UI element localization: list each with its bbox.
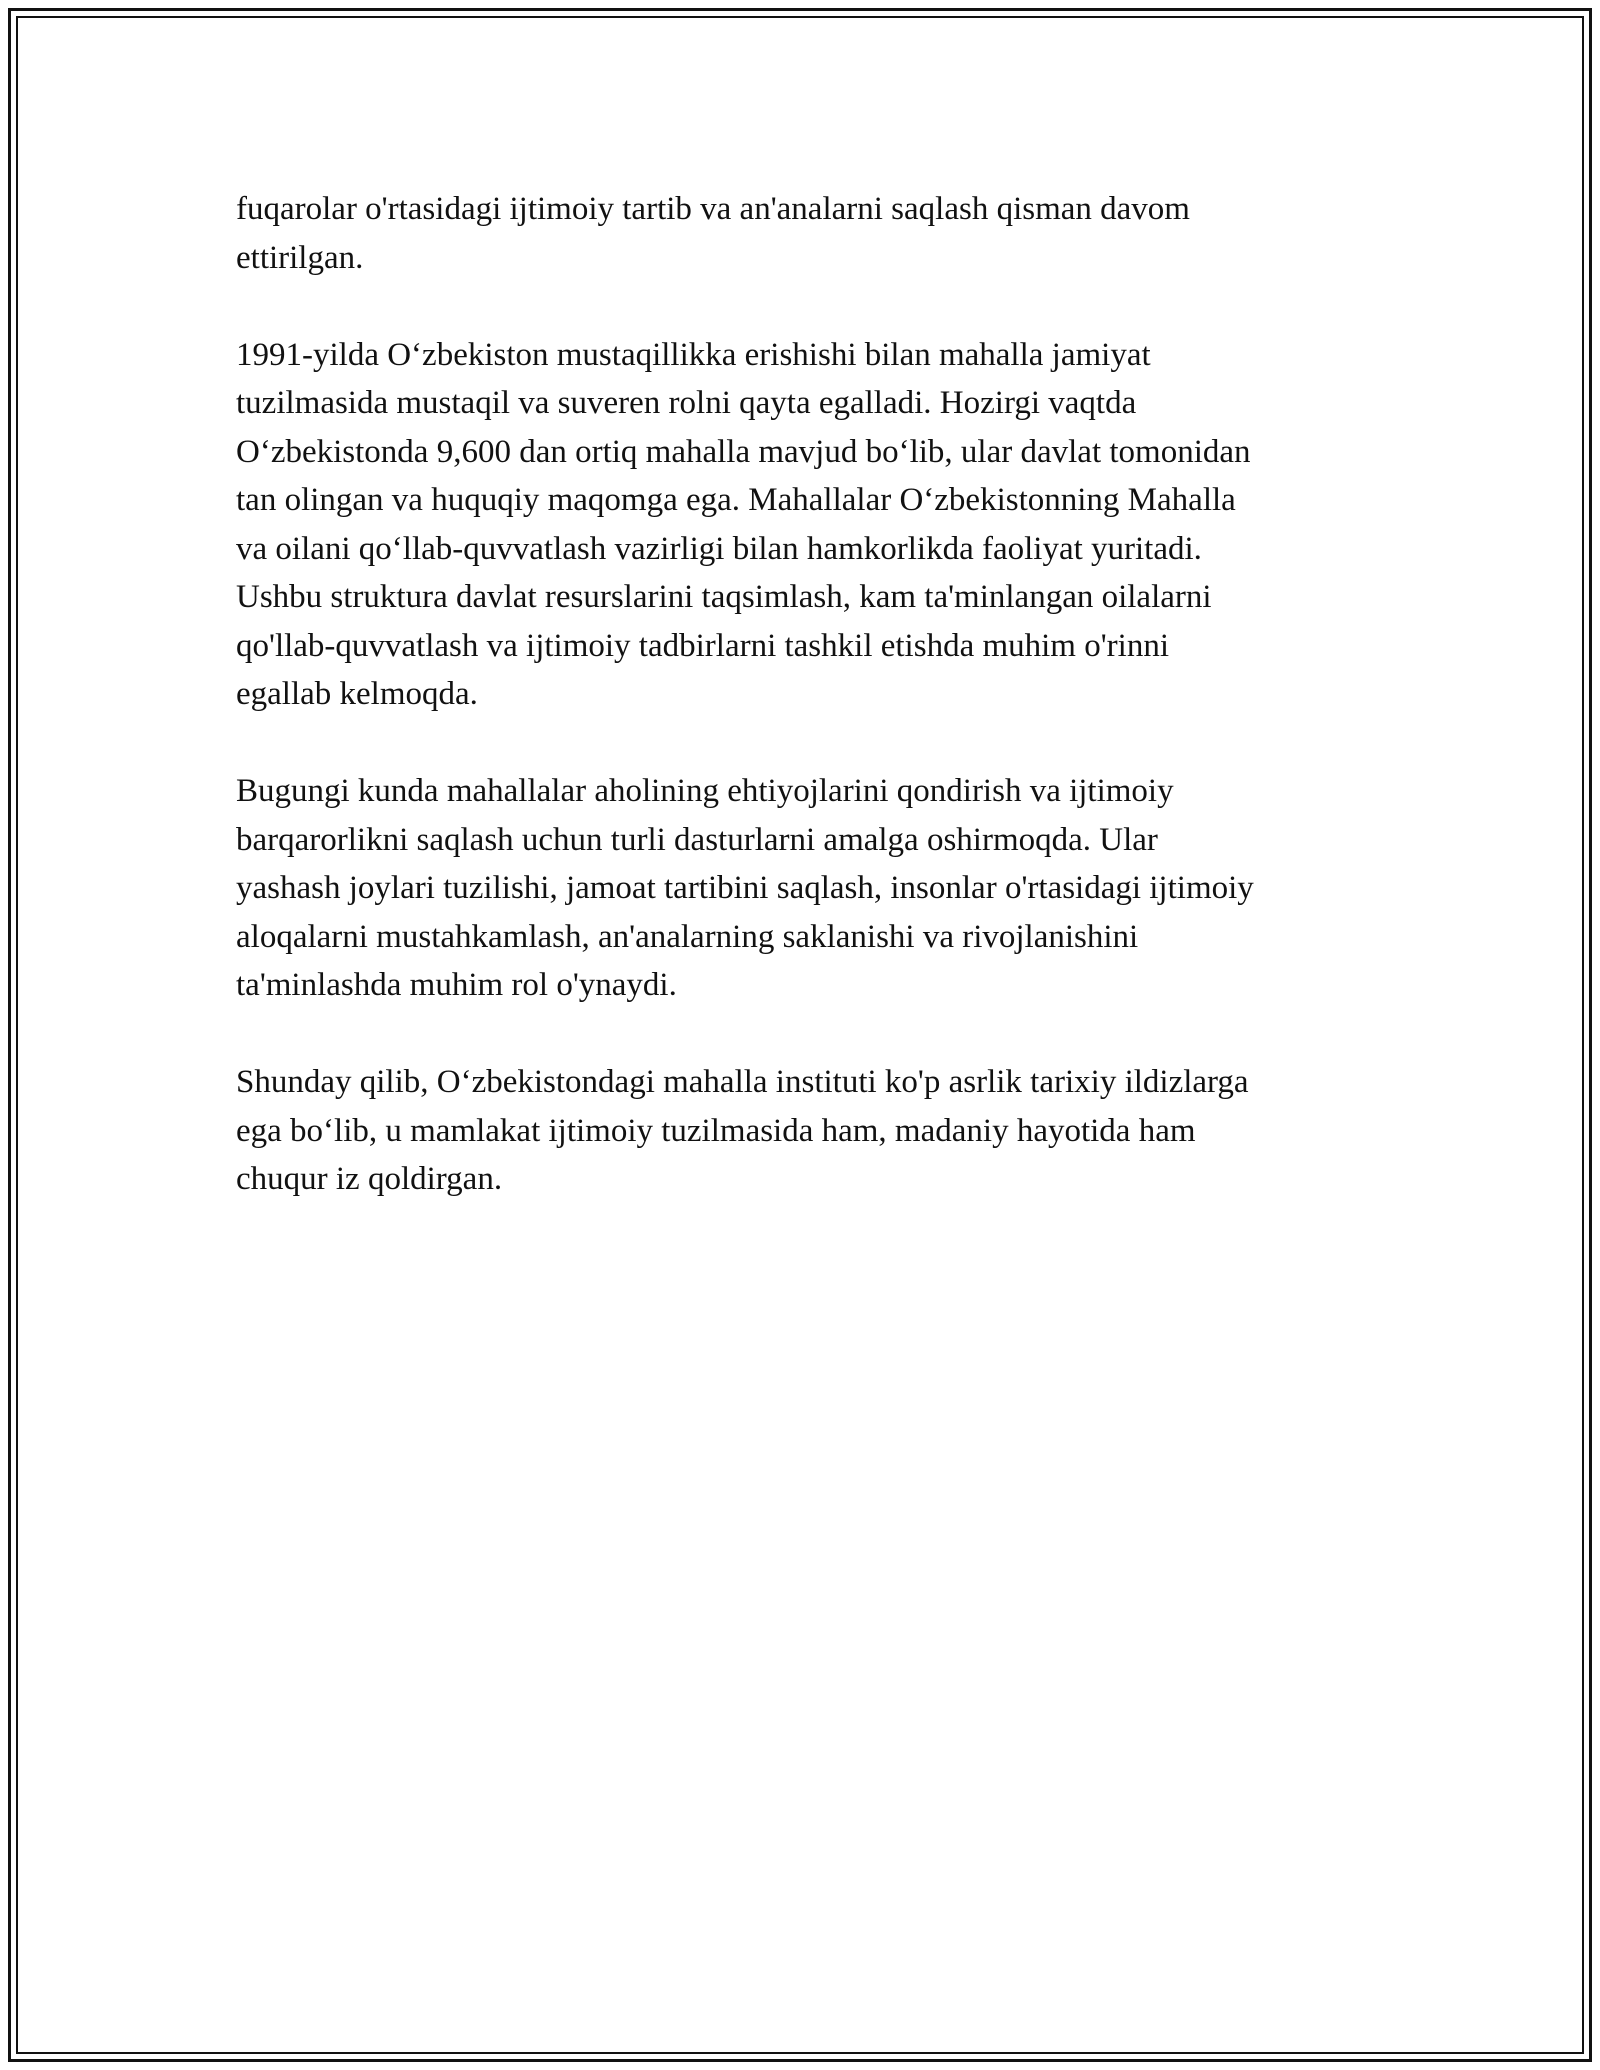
- document-body: [236, 185, 1396, 1252]
- paragraph: 1991-yilda O‘zbekiston mustaqillikka erishishi bilan mahalla jamiyat tuzilmasida mustaqil va suveren rolni qayta egalladi. Hozirgi vaqtda O‘zbekistonda 9,600 dan ortiq mahalla mavjud bo‘lib, ular davlat tomonidan tan olingan va huquqiy maqomga ega. Mahallalar O‘zbekistonning Mahalla va oilani qo‘llab-quvvatlash vazirligi bilan hamkorlikda faoliyat yuritadi. Ushbu struktura davlat resurslarini taqsimlash, kam ta'minlangan oilalarni qo'llab-quvvatlash va ijtimoiy tadbirlarni tashkil etishda muhim o'rinni egallab kelmoqda.: [236, 336, 1251, 712]
- paragraph: Bugungi kunda mahallalar aholining ehtiyojlarini qondirish va ijtimoiy barqarorlikni saqlash uchun turli dasturlarni amalga oshirmoqda. Ular yashash joylari tuzilishi, jamoat tartibini saqlash, insonlar o'rtasidagi ijtimoiy aloqalarni mustahkamlash, an'analarning saklanishi va rivojlanishini ta'minlashda muhim rol o'ynaydi.: [236, 773, 1254, 1003]
- paragraph: Shunday qilib, O‘zbekistondagi mahalla instituti ko'p asrlik tarixiy ildizlarga ega bo‘lib, u mamlakat ijtimoiy tuzilmasida ham, madaniy hayotida ham chuqur iz qoldirgan.: [236, 1064, 1249, 1197]
- paragraph: fuqarolar o'rtasidagi ijtimoiy tartib va an'analarni saqlash qisman davom ettirilgan.: [236, 191, 1190, 276]
